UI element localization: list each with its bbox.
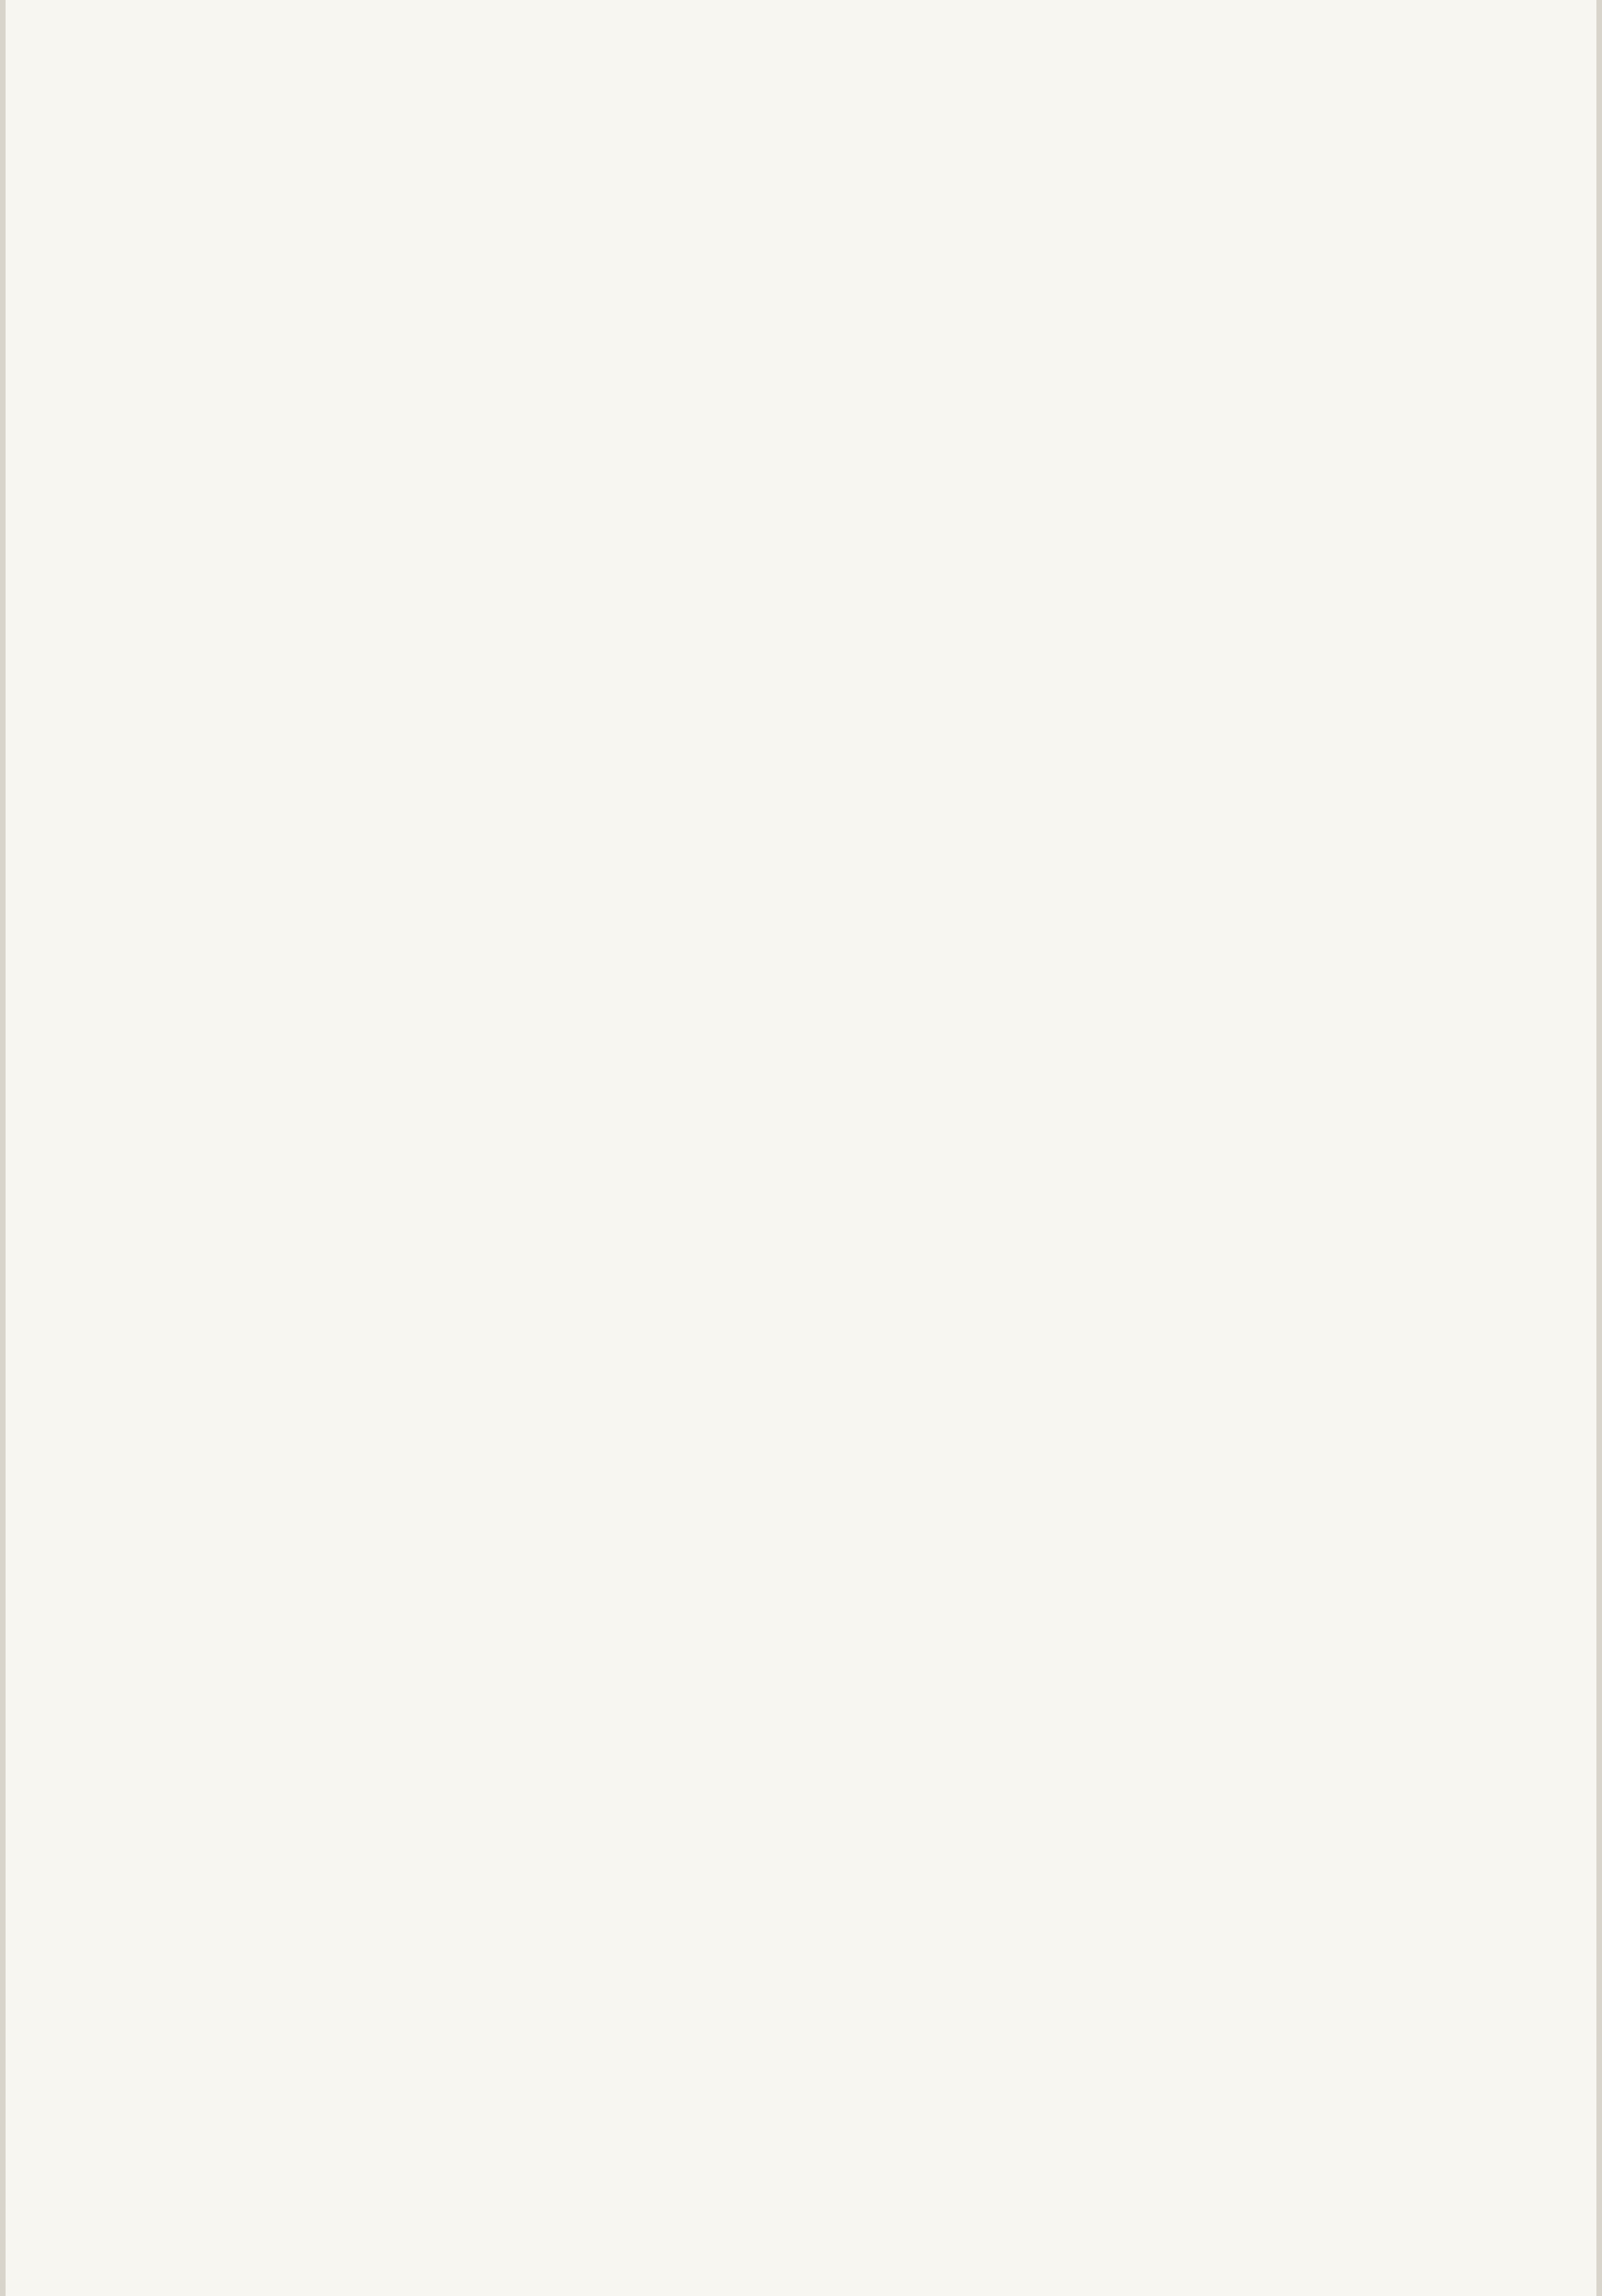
- protocol-sheet: [6, 0, 1596, 2296]
